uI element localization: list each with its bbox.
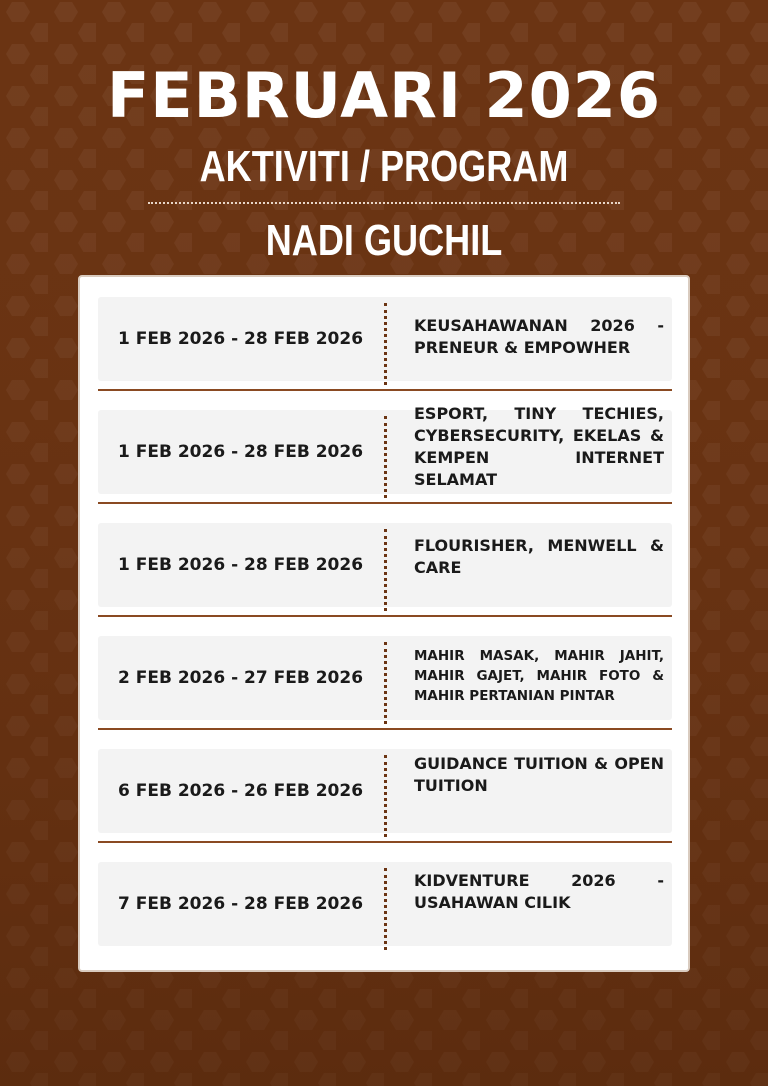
schedule-date: 2 FEB 2026 - 27 FEB 2026 — [118, 668, 364, 688]
dotted-separator — [384, 642, 388, 724]
dotted-separator — [384, 755, 388, 837]
location-title: NADI GUCHIL — [265, 216, 503, 265]
schedule-date: 1 FEB 2026 - 28 FEB 2026 — [118, 442, 364, 462]
schedule-program: KEUSAHAWANAN 2026 -PRENEUR & EMPOWHER — [414, 316, 664, 357]
row-divider — [98, 502, 672, 504]
row-divider — [98, 615, 672, 617]
row-divider — [98, 389, 672, 391]
dotted-separator — [384, 303, 388, 385]
row-divider — [98, 841, 672, 843]
dotted-separator — [384, 529, 388, 611]
schedule-program: MAHIR MASAK, MAHIR JAHIT, MAHIR GAJET, MAHIR FOTO & MAHIR PERTANIAN PINTAR — [414, 648, 664, 704]
schedule-card — [78, 275, 690, 972]
schedule-date: 1 FEB 2026 - 28 FEB 2026 — [118, 329, 364, 349]
schedule-row — [98, 523, 672, 607]
schedule-row — [98, 297, 672, 381]
dotted-separator — [384, 868, 388, 950]
row-divider — [98, 728, 672, 730]
schedule-date: 7 FEB 2026 - 28 FEB 2026 — [118, 894, 364, 914]
schedule-row — [98, 636, 672, 720]
schedule-date: 1 FEB 2026 - 28 FEB 2026 — [118, 555, 364, 575]
header-divider — [148, 202, 620, 204]
poster-header — [0, 0, 768, 280]
schedule-program: GUIDANCE TUITION & OPEN TUITION — [414, 754, 664, 795]
dotted-separator — [384, 416, 388, 498]
schedule-program: ESPORT, TINY TECHIES, CYBERSECURITY, EKELAS & KEMPEN INTERNET SELAMAT — [414, 404, 664, 489]
schedule-row — [98, 862, 672, 946]
schedule-program: KIDVENTURE 2026 - USAHAWAN CILIK — [414, 871, 664, 912]
schedule-row — [98, 749, 672, 833]
schedule-date: 6 FEB 2026 - 26 FEB 2026 — [118, 781, 364, 801]
month-title: FEBRUARI 2026 — [106, 59, 662, 132]
schedule-program: FLOURISHER, MENWELL & CARE — [414, 536, 664, 577]
subtitle: AKTIVITI / PROGRAM — [199, 142, 569, 191]
schedule-row — [98, 404, 672, 494]
